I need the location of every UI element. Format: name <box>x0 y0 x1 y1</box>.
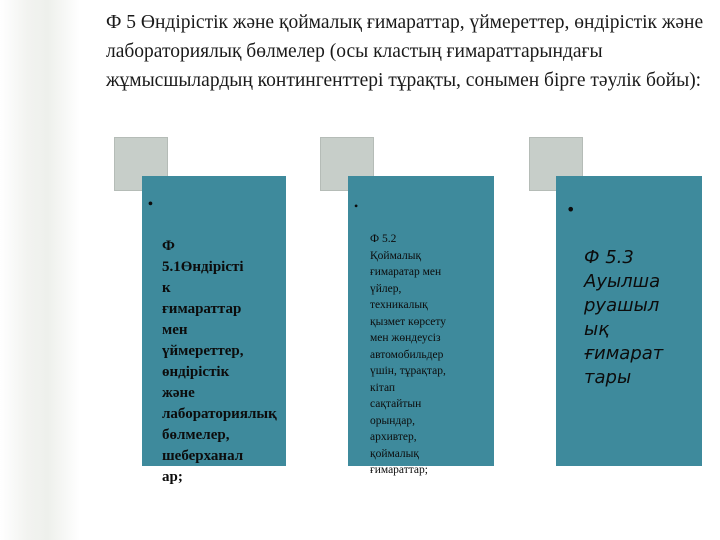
card-text <box>354 198 494 479</box>
card-body: Ф 5.2 Қоймалық ғимаратар мен үйлер, техникалық қызмет көрсету мен жөндеусіз автомобильдер үшін, тұрақтар, кітап сақтайтын орындар, архивтер, қоймалық ғимараттар; <box>370 233 447 476</box>
bullet-icon: • <box>148 197 153 212</box>
card-body: Ф 5.3 Ауылша руашыл ық ғимарат тары <box>584 247 664 388</box>
bullet-icon: • <box>566 200 576 219</box>
decorative-sidebar <box>0 0 80 540</box>
card-f-5-3 <box>556 176 702 466</box>
slide-title: Ф 5 Өндірістік және қоймалық ғимараттар, үймереттер, өндірістік және лабораториялық бөлмелер (осы кластың ғимараттарындағы жұмысшылардың контингенттері тұрақты, сонымен бірге тәулік бойы): <box>106 12 704 91</box>
card-text <box>148 194 282 488</box>
card-body: Ф 5.1Өндірісті к ғимараттар мен үймереттер, өндірістік және лабораториялық бөлмелер, шеберханал ар; <box>162 238 277 485</box>
bullet-icon: • <box>354 199 359 213</box>
card-f-5-1 <box>142 176 286 485</box>
card-text <box>566 198 702 390</box>
card-f-5-2 <box>348 176 494 476</box>
